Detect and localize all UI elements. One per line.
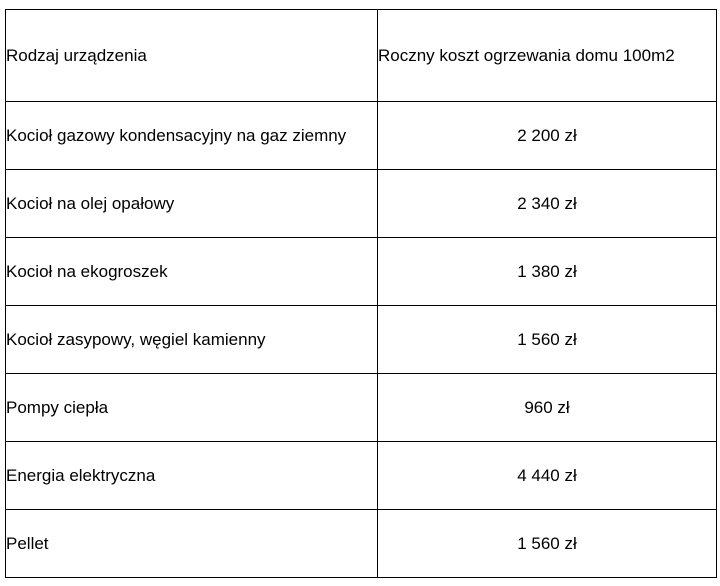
heating-cost-table — [5, 9, 717, 578]
cost-cell: 2 340 zł — [378, 170, 717, 238]
cost-cell: 1 560 zł — [378, 510, 717, 578]
device-cell: Kocioł gazowy kondensacyjny na gaz ziemny — [6, 102, 378, 170]
cost-cell: 4 440 zł — [378, 442, 717, 510]
device-cell: Energia elektryczna — [6, 442, 378, 510]
device-cell: Pellet — [6, 510, 378, 578]
cost-cell: 960 zł — [378, 374, 717, 442]
table-header-row — [6, 10, 717, 102]
cost-cell: 1 380 zł — [378, 238, 717, 306]
table-row — [6, 306, 717, 374]
table-row — [6, 510, 717, 578]
cost-cell: 2 200 zł — [378, 102, 717, 170]
device-cell: Kocioł na olej opałowy — [6, 170, 378, 238]
device-cell: Pompy ciepła — [6, 374, 378, 442]
header-annual-cost: Roczny koszt ogrzewania domu 100m2 — [378, 10, 717, 102]
table-row — [6, 170, 717, 238]
cost-cell: 1 560 zł — [378, 306, 717, 374]
device-cell: Kocioł na ekogroszek — [6, 238, 378, 306]
header-device-type: Rodzaj urządzenia — [6, 10, 378, 102]
table-row — [6, 238, 717, 306]
table-row — [6, 374, 717, 442]
device-cell: Kocioł zasypowy, węgiel kamienny — [6, 306, 378, 374]
table-row — [6, 442, 717, 510]
table-row — [6, 102, 717, 170]
